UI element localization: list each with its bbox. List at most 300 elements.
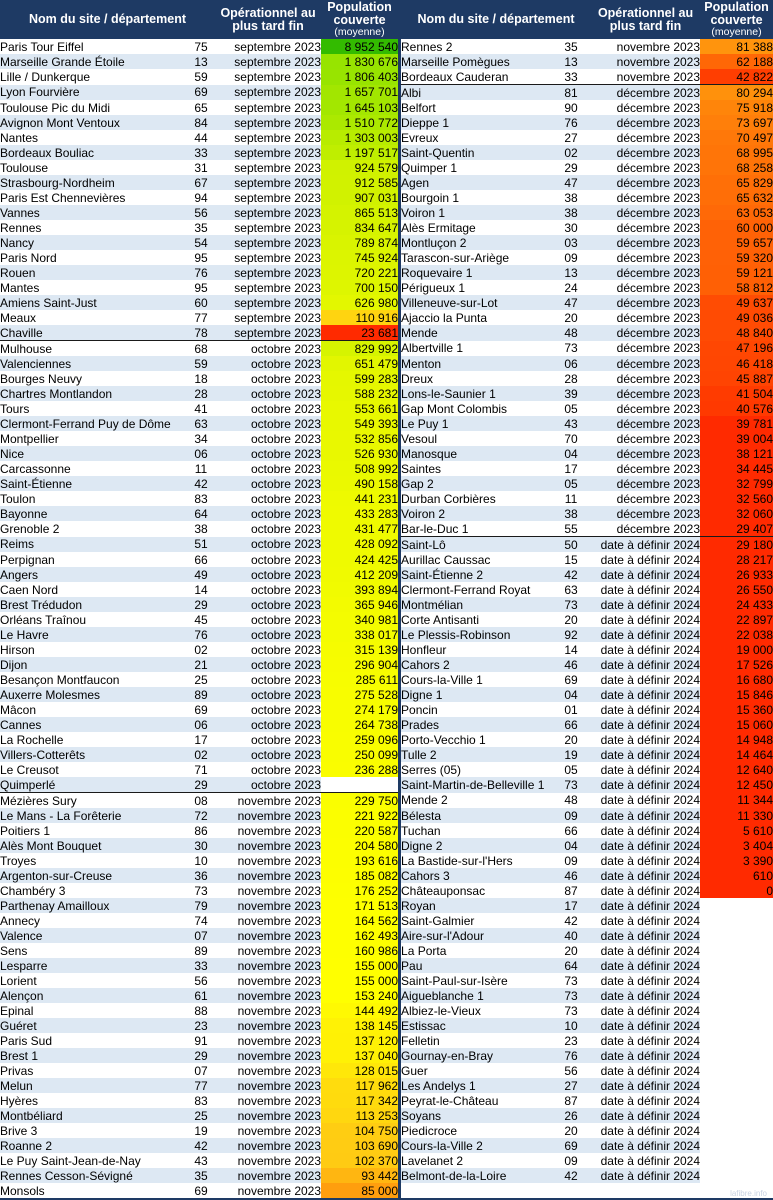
operational-date: date à définir 2024 [591, 1033, 700, 1048]
site-name: Montluçon 2 [401, 235, 551, 250]
table-row [0, 250, 773, 265]
site-name: Roquevaire 1 [401, 265, 551, 280]
population-value: 19 000 [700, 642, 773, 657]
operational-date: septembre 2023 [215, 69, 321, 85]
site-name: Cours-la-Ville 2 [401, 1138, 551, 1153]
department-code: 02 [187, 747, 215, 762]
site-name: Saint-Galmier [401, 913, 551, 928]
population-value: 912 585 [321, 175, 398, 190]
department-code: 18 [187, 371, 215, 386]
population-value: 526 930 [321, 446, 398, 461]
table-row [0, 1003, 773, 1018]
operational-date: décembre 2023 [591, 386, 700, 401]
site-name: Rennes [0, 220, 187, 235]
operational-date: décembre 2023 [591, 341, 700, 357]
table-row [0, 913, 773, 928]
department-code: 24 [551, 280, 591, 295]
department-code: 09 [551, 808, 591, 823]
site-name: Voiron 1 [401, 205, 551, 220]
site-name: Avignon Mont Ventoux [0, 115, 187, 130]
operational-date: septembre 2023 [215, 190, 321, 205]
population-value: 393 894 [321, 582, 398, 597]
population-value: 155 000 [321, 958, 398, 973]
population-value: 42 822 [700, 69, 773, 85]
table-row [0, 823, 773, 838]
table-row [0, 597, 773, 612]
table-row [0, 898, 773, 913]
site-name: Mâcon [0, 702, 187, 717]
site-name: Villeneuve-sur-Lot [401, 295, 551, 310]
operational-date: date à définir 2024 [591, 567, 700, 582]
operational-date: octobre 2023 [215, 386, 321, 401]
population-value: 24 433 [700, 597, 773, 612]
table-row [0, 642, 773, 657]
site-name: Argenton-sur-Creuse [0, 868, 187, 883]
population-value: 128 015 [321, 1063, 398, 1078]
header-row [0, 0, 773, 39]
population-value: 26 550 [700, 582, 773, 597]
population-value: 745 924 [321, 250, 398, 265]
department-code: 50 [551, 537, 591, 553]
table-row [0, 747, 773, 762]
header-population-right [700, 0, 773, 39]
site-name: Gap Mont Colombis [401, 401, 551, 416]
department-code: 35 [551, 39, 591, 54]
department-code: 04 [551, 446, 591, 461]
table-row [0, 1093, 773, 1108]
department-code: 76 [187, 627, 215, 642]
operational-date: décembre 2023 [591, 235, 700, 250]
population-value: 0 [700, 883, 773, 898]
population-value: 137 040 [321, 1048, 398, 1063]
operational-date: décembre 2023 [591, 446, 700, 461]
operational-date: octobre 2023 [215, 416, 321, 431]
operational-date: date à définir 2024 [591, 702, 700, 717]
operational-date: date à définir 2024 [591, 973, 700, 988]
population-value: 315 139 [321, 642, 398, 657]
department-code: 20 [551, 612, 591, 627]
site-name: Durban Corbières [401, 491, 551, 506]
population-value: 58 812 [700, 280, 773, 295]
department-code: 15 [551, 552, 591, 567]
population-value: 338 017 [321, 627, 398, 642]
population-value [700, 1153, 773, 1168]
department-code: 38 [551, 190, 591, 205]
population-value [700, 988, 773, 1003]
operational-date: septembre 2023 [215, 160, 321, 175]
site-name: Montpellier [0, 431, 187, 446]
operational-date: novembre 2023 [215, 1018, 321, 1033]
site-name: Royan [401, 898, 551, 913]
operational-date: décembre 2023 [591, 476, 700, 491]
site-name: Paris Tour Eiffel [0, 39, 187, 54]
operational-date: date à définir 2024 [591, 1168, 700, 1183]
table-row [0, 717, 773, 732]
population-value: 220 587 [321, 823, 398, 838]
header-population-sub: (moyenne) [334, 26, 385, 38]
population-value: 549 393 [321, 416, 398, 431]
department-code: 40 [551, 928, 591, 943]
table-row [0, 777, 773, 793]
site-name: Mulhouse [0, 341, 187, 357]
operational-date: date à définir 2024 [591, 537, 700, 553]
population-value: 259 096 [321, 732, 398, 747]
table-row [0, 100, 773, 115]
department-code: 73 [551, 973, 591, 988]
table-row [0, 205, 773, 220]
department-code: 76 [187, 265, 215, 280]
operational-date: novembre 2023 [215, 1048, 321, 1063]
operational-date: novembre 2023 [215, 1138, 321, 1153]
operational-date: date à définir 2024 [591, 1003, 700, 1018]
department-code: 74 [187, 913, 215, 928]
empty-cell [551, 1183, 591, 1198]
operational-date: novembre 2023 [215, 868, 321, 883]
site-name: Chaville [0, 325, 187, 341]
population-value: 626 980 [321, 295, 398, 310]
site-name: Saint-Lô [401, 537, 551, 553]
department-code: 55 [551, 521, 591, 537]
operational-date: date à définir 2024 [591, 868, 700, 883]
site-name: Digne 2 [401, 838, 551, 853]
population-value: 113 253 [321, 1108, 398, 1123]
department-code: 34 [187, 431, 215, 446]
site-name: Saint-Paul-sur-Isère [401, 973, 551, 988]
header-site-left: Nom du site / département [29, 12, 186, 26]
site-name: Privas [0, 1063, 187, 1078]
department-code: 06 [187, 446, 215, 461]
department-code: 48 [551, 325, 591, 341]
watermark: lafibre.info [730, 1189, 767, 1198]
population-value: 65 829 [700, 175, 773, 190]
table-row [0, 175, 773, 190]
department-code: 19 [551, 747, 591, 762]
population-value: 14 948 [700, 732, 773, 747]
department-code: 38 [551, 205, 591, 220]
site-name: Evreux [401, 130, 551, 145]
operational-date: octobre 2023 [215, 356, 321, 371]
operational-date: octobre 2023 [215, 521, 321, 537]
operational-date: décembre 2023 [591, 461, 700, 476]
department-code: 14 [551, 642, 591, 657]
site-name: Lesparre [0, 958, 187, 973]
department-code: 46 [551, 657, 591, 672]
department-code: 43 [551, 416, 591, 431]
operational-date: octobre 2023 [215, 567, 321, 582]
operational-date: novembre 2023 [215, 1153, 321, 1168]
site-name: Peyrat-le-Château [401, 1093, 551, 1108]
department-code: 73 [551, 777, 591, 793]
population-value: 1 830 676 [321, 54, 398, 69]
site-name: Voiron 2 [401, 506, 551, 521]
department-code: 94 [187, 190, 215, 205]
department-code: 23 [551, 1033, 591, 1048]
department-code: 42 [551, 1168, 591, 1183]
population-value [700, 1168, 773, 1183]
site-name: Nantes [0, 130, 187, 145]
table-body [0, 39, 773, 1198]
site-name: Toulon [0, 491, 187, 506]
operational-date: octobre 2023 [215, 446, 321, 461]
department-code: 04 [551, 687, 591, 702]
population-value: 193 616 [321, 853, 398, 868]
population-value: 610 [700, 868, 773, 883]
department-code: 66 [187, 552, 215, 567]
population-value: 41 504 [700, 386, 773, 401]
department-code: 59 [187, 69, 215, 85]
department-code: 95 [187, 280, 215, 295]
population-value [700, 943, 773, 958]
operational-date: octobre 2023 [215, 341, 321, 357]
population-value: 1 510 772 [321, 115, 398, 130]
population-value: 720 221 [321, 265, 398, 280]
site-name: Tarascon-sur-Ariège [401, 250, 551, 265]
site-name: Brest Trédudon [0, 597, 187, 612]
department-code: 64 [187, 506, 215, 521]
department-code: 83 [187, 491, 215, 506]
department-code: 07 [187, 928, 215, 943]
operational-date: novembre 2023 [215, 928, 321, 943]
table-row [0, 310, 773, 325]
population-value: 68 995 [700, 145, 773, 160]
site-name: Serres (05) [401, 762, 551, 777]
table-row [0, 85, 773, 101]
department-code: 05 [551, 401, 591, 416]
site-name: Albiez-le-Vieux [401, 1003, 551, 1018]
population-value: 32 060 [700, 506, 773, 521]
department-code: 29 [551, 160, 591, 175]
population-value: 1 645 103 [321, 100, 398, 115]
department-code: 88 [187, 1003, 215, 1018]
population-value: 1 657 701 [321, 85, 398, 101]
operational-date: septembre 2023 [215, 310, 321, 325]
population-value: 441 231 [321, 491, 398, 506]
site-name: Tuchan [401, 823, 551, 838]
population-value: 599 283 [321, 371, 398, 386]
population-value: 153 240 [321, 988, 398, 1003]
operational-date: décembre 2023 [591, 205, 700, 220]
site-name: Lons-le-Saunier 1 [401, 386, 551, 401]
population-value: 117 342 [321, 1093, 398, 1108]
population-value: 924 579 [321, 160, 398, 175]
population-value: 75 918 [700, 100, 773, 115]
department-code: 77 [187, 1078, 215, 1093]
operational-date: septembre 2023 [215, 115, 321, 130]
population-value: 236 288 [321, 762, 398, 777]
department-code: 30 [551, 220, 591, 235]
department-code: 70 [551, 431, 591, 446]
department-code: 03 [551, 235, 591, 250]
table-row [0, 145, 773, 160]
operational-date: décembre 2023 [591, 325, 700, 341]
site-name: Guéret [0, 1018, 187, 1033]
population-value: 59 121 [700, 265, 773, 280]
table-row [0, 672, 773, 687]
operational-date: novembre 2023 [591, 54, 700, 69]
department-code: 61 [187, 988, 215, 1003]
site-name: Quimper 1 [401, 160, 551, 175]
population-value: 829 992 [321, 341, 398, 357]
department-code: 68 [187, 341, 215, 357]
operational-date: date à définir 2024 [591, 988, 700, 1003]
population-value: 15 060 [700, 717, 773, 732]
operational-date: date à définir 2024 [591, 898, 700, 913]
department-code: 13 [187, 54, 215, 69]
table-row [0, 416, 773, 431]
site-name: Monsols [0, 1183, 187, 1198]
operational-date: date à définir 2024 [591, 838, 700, 853]
population-value: 412 209 [321, 567, 398, 582]
population-value: 185 082 [321, 868, 398, 883]
operational-date: septembre 2023 [215, 220, 321, 235]
header-population-left [321, 0, 398, 39]
operational-date: octobre 2023 [215, 431, 321, 446]
population-value: 12 640 [700, 762, 773, 777]
population-value: 32 799 [700, 476, 773, 491]
department-code: 10 [187, 853, 215, 868]
department-code: 28 [187, 386, 215, 401]
operational-date: date à définir 2024 [591, 612, 700, 627]
department-code: 48 [551, 793, 591, 809]
operational-date: octobre 2023 [215, 491, 321, 506]
population-value: 204 580 [321, 838, 398, 853]
site-name: La Rochelle [0, 732, 187, 747]
department-code: 35 [187, 220, 215, 235]
operational-date: date à définir 2024 [591, 717, 700, 732]
operational-date: octobre 2023 [215, 732, 321, 747]
department-code: 69 [551, 672, 591, 687]
department-code: 42 [551, 913, 591, 928]
operational-date: décembre 2023 [591, 401, 700, 416]
operational-date: décembre 2023 [591, 250, 700, 265]
operational-date: octobre 2023 [215, 537, 321, 553]
site-name: Troyes [0, 853, 187, 868]
department-code: 11 [187, 461, 215, 476]
operational-date: décembre 2023 [591, 506, 700, 521]
population-value [700, 1033, 773, 1048]
site-name: Poncin [401, 702, 551, 717]
site-name: Saint-Étienne [0, 476, 187, 491]
site-name: Strasbourg-Nordheim [0, 175, 187, 190]
operational-date: novembre 2023 [215, 1123, 321, 1138]
population-value: 48 840 [700, 325, 773, 341]
header-operational-left: Opérationnel au plus tard fin [220, 5, 316, 33]
table-row [0, 39, 773, 54]
site-name: Saint-Martin-de-Belleville 1 [401, 777, 551, 793]
population-value: 40 576 [700, 401, 773, 416]
population-value: 508 992 [321, 461, 398, 476]
site-name: Corte Antisanti [401, 612, 551, 627]
table-row [0, 1123, 773, 1138]
department-code: 73 [551, 597, 591, 612]
operational-date: décembre 2023 [591, 491, 700, 506]
population-value: 59 320 [700, 250, 773, 265]
table-row [0, 446, 773, 461]
operational-date: date à définir 2024 [591, 732, 700, 747]
site-name: Bélesta [401, 808, 551, 823]
site-name: Nice [0, 446, 187, 461]
population-value [700, 958, 773, 973]
operational-date: décembre 2023 [591, 175, 700, 190]
department-code: 02 [551, 145, 591, 160]
department-code: 35 [187, 1168, 215, 1183]
department-code: 66 [551, 717, 591, 732]
department-code: 73 [551, 988, 591, 1003]
site-name: Chartres Montlandon [0, 386, 187, 401]
department-code: 64 [551, 958, 591, 973]
site-name: Aire-sur-l'Adour [401, 928, 551, 943]
department-code: 78 [187, 325, 215, 341]
population-value: 80 294 [700, 85, 773, 101]
department-code: 43 [187, 1153, 215, 1168]
population-value: 285 611 [321, 672, 398, 687]
population-value: 46 418 [700, 356, 773, 371]
site-name: Dijon [0, 657, 187, 672]
table-row [0, 130, 773, 145]
department-code: 73 [551, 341, 591, 357]
operational-date: novembre 2023 [215, 838, 321, 853]
site-name: Felletin [401, 1033, 551, 1048]
site-name: La Porta [401, 943, 551, 958]
department-code: 17 [551, 461, 591, 476]
population-value [700, 1093, 773, 1108]
population-value: 29 407 [700, 521, 773, 537]
site-name: Toulouse Pic du Midi [0, 100, 187, 115]
operational-date: date à définir 2024 [591, 853, 700, 868]
department-code: 27 [551, 130, 591, 145]
operational-date: novembre 2023 [215, 1183, 321, 1198]
site-name: Cours-la-Ville 1 [401, 672, 551, 687]
header-operational-right: Opérationnel au plus tard fin [597, 5, 694, 33]
operational-date: date à définir 2024 [591, 672, 700, 687]
table-row [0, 732, 773, 747]
operational-date: date à définir 2024 [591, 582, 700, 597]
site-name: Le Puy 1 [401, 416, 551, 431]
site-name: Manosque [401, 446, 551, 461]
department-code: 46 [551, 868, 591, 883]
site-name: Hirson [0, 642, 187, 657]
population-value: 834 647 [321, 220, 398, 235]
table-row [0, 160, 773, 175]
operational-date: date à définir 2024 [591, 747, 700, 762]
population-value: 1 197 517 [321, 145, 398, 160]
operational-date: décembre 2023 [591, 431, 700, 446]
table-row [0, 552, 773, 567]
population-value: 22 038 [700, 627, 773, 642]
site-name: Montmélian [401, 597, 551, 612]
table-row [0, 401, 773, 416]
department-code: 21 [187, 657, 215, 672]
population-value: 865 513 [321, 205, 398, 220]
population-value: 162 493 [321, 928, 398, 943]
department-code: 11 [551, 491, 591, 506]
population-value: 85 000 [321, 1183, 398, 1198]
site-name: Lavelanet 2 [401, 1153, 551, 1168]
site-name: Hyères [0, 1093, 187, 1108]
department-code: 54 [187, 235, 215, 250]
table-row [0, 973, 773, 988]
operational-date: septembre 2023 [215, 54, 321, 69]
population-value: 65 632 [700, 190, 773, 205]
department-code: 07 [187, 1063, 215, 1078]
table-row [0, 537, 773, 553]
site-name: Aurillac Caussac [401, 552, 551, 567]
site-name: Grenoble 2 [0, 521, 187, 537]
operational-date: date à définir 2024 [591, 913, 700, 928]
population-value: 110 916 [321, 310, 398, 325]
operational-date: novembre 2023 [215, 1108, 321, 1123]
operational-date: novembre 2023 [215, 853, 321, 868]
